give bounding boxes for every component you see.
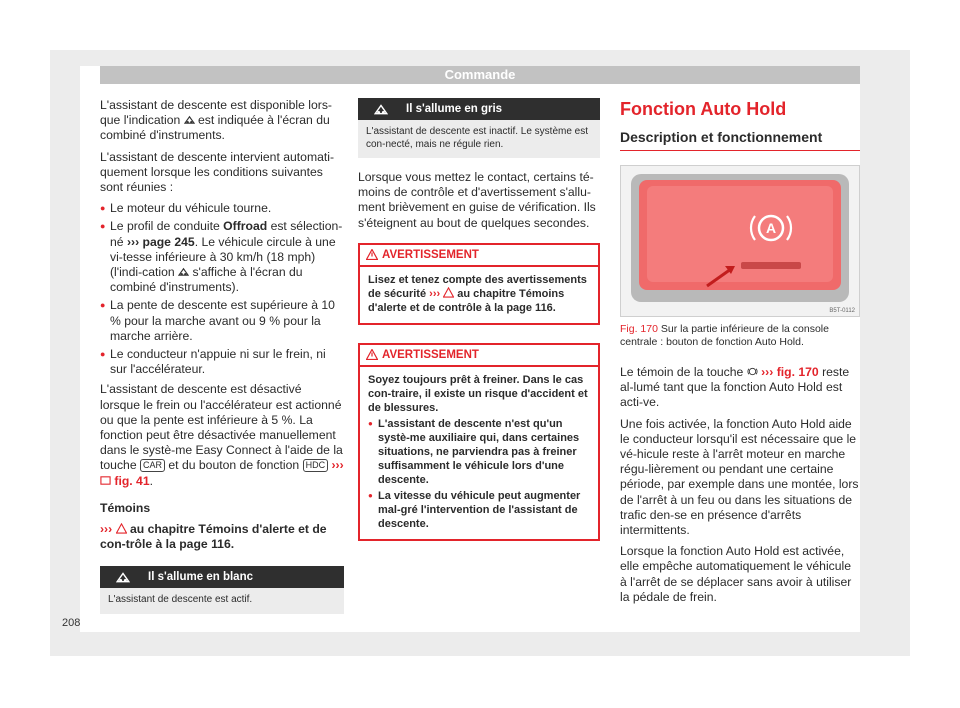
figure-link[interactable]: fig. 41 <box>114 473 150 488</box>
hdc-key-icon: HDC <box>303 459 329 472</box>
indicator-bar: Il s'allume en blanc <box>100 566 344 588</box>
figure-link[interactable]: fig. 170 <box>776 365 819 379</box>
chapter-link[interactable]: au chapitre Témoins d'alerte et de contrôle à la page 116. <box>368 287 565 314</box>
warning-body: Lisez et tenez compte des avertissements de sécurité ››› au chapitre Témoins d'alerte et de contrôle à la page 116. <box>368 273 587 314</box>
hill-descent-icon <box>116 570 130 584</box>
ignition-paragraph: Lorsque vous mettez le contact, certains té-moins de contrôle et d'avertissement s'allu-ment brièvement en guise de vérification. Ils s'éteignent au bout de quelques secondes. <box>358 170 596 230</box>
column-2 <box>358 98 600 541</box>
intro-paragraph: L'assistant de descente est disponible lors-que l'indication est indiquée à l'écran du combiné d'instruments. <box>100 98 332 143</box>
deactivation-paragraph: L'assistant de descente est désactivé lorsque le frein ou l'accélérateur est actionné ou que la pente est inférieure à 5 %. La fonction peut être désactivée manuellement dans le systè-me Easy Connect à l'aide de la touche CAR et du bouton de fonction HDC ››› fig. 41. <box>100 382 344 488</box>
indicator-bar: Il s'allume en gris <box>358 98 600 120</box>
page-link[interactable]: ››› page 245 <box>126 234 195 249</box>
temoins-heading: Témoins <box>100 500 151 515</box>
warning-triangle-icon <box>366 349 378 360</box>
console-illustration <box>621 166 859 316</box>
warning-box <box>358 243 600 325</box>
car-key-icon: CAR <box>140 459 165 472</box>
warning-triangle-icon <box>116 523 127 534</box>
hill-descent-icon <box>178 266 189 277</box>
chapter-link[interactable]: au chapitre Témoins d'alerte et de con-trôle à la page 116 <box>100 522 327 552</box>
hill-descent-icon <box>374 102 388 116</box>
warning-body: Soyez toujours prêt à freiner. Dans le cas con-traire, il existe un risque d'accident et de blessures. ● L'assistant de descente n'est qu'un systè-me auxiliaire qui, dans certaines situations, ne parviendra pas à freiner suffisamment le véhicule lors d'une descente. ● La vitesse du véhicule peut augmenter mal-gré l'intervention de l'assistant de descente. <box>360 367 598 539</box>
warning-triangle-icon <box>443 287 454 298</box>
warning-triangle-icon <box>366 249 378 260</box>
indicator-white-box <box>100 566 344 614</box>
temoins-reference: ››› au chapitre Témoins d'alerte et de con-trôle à la page 116. <box>100 522 327 552</box>
warning-box <box>358 343 600 541</box>
activation-paragraph: Une fois activée, la fonction Auto Hold aide le conducteur lorsqu'il est nécessaire que le vé-hicule reste à l'arrêt moteur en marche régu-lièrement ou pendant une certaine période, par exemple dans une montée, lors de l'arrêt à un feu ou dans les situations de trafic den-se en présence d'arrêts intermittents. <box>620 416 859 538</box>
figure-170 <box>620 165 860 317</box>
svg-text:A: A <box>765 220 777 236</box>
figure-code: B5T-0112 <box>829 308 855 314</box>
auto-hold-icon <box>747 366 758 377</box>
warning-header: AVERTISSEMENT <box>360 345 598 367</box>
indicator-paragraph: Le témoin de la touche ››› fig. 170 reste al-lumé tant que la fonction Auto Hold est acti-ve. <box>620 365 850 410</box>
conditions-paragraph: L'assistant de descente intervient automati-quement lorsque les conditions suivantes sont réunies : <box>100 149 335 195</box>
condition-item: ● Le moteur du véhicule tourne. <box>100 201 344 216</box>
hold-paragraph: Lorsque la fonction Auto Hold est activée, elle empêche automatiquement le véhicule à l'arrêt de se déplacer sans avoir à utiliser la pédale de frein. <box>620 544 852 604</box>
condition-item: ● La pente de descente est supérieure à 10 % pour la marche avant ou 9 % pour la marche arrière. <box>100 298 344 344</box>
section-header: Commande <box>100 66 860 84</box>
figure-reference-icon <box>100 475 111 486</box>
column-3 <box>620 98 860 611</box>
section-title: Fonction Auto Hold <box>620 99 787 119</box>
warning-header: AVERTISSEMENT <box>360 245 598 267</box>
warning-item: ● La vitesse du véhicule peut augmenter mal-gré l'intervention de l'assistant de descente. <box>368 489 590 531</box>
indicator-grey-box <box>358 98 600 158</box>
warning-item: ● L'assistant de descente n'est qu'un systè-me auxiliaire qui, dans certaines situations, ne parviendra pas à freiner suffisamment le véhicule lors d'une descente. <box>368 417 590 487</box>
page-number: 208 <box>62 617 81 629</box>
hill-descent-icon <box>184 114 195 125</box>
indicator-description: L'assistant de descente est inactif. Le système est con-necté, mais ne régule rien. <box>358 120 600 158</box>
figure-caption: Fig. 170 Sur la partie inférieure de la console centrale : bouton de fonction Auto Hold. <box>620 323 829 348</box>
subsection-title: Description et fonctionnement <box>620 128 860 151</box>
condition-item: ● Le conducteur n'appuie ni sur le frein, ni sur l'accélérateur. <box>100 347 344 377</box>
indicator-description: L'assistant de descente est actif. <box>100 588 344 614</box>
condition-item: ● Le profil de conduite Offroad est sélection-né ››› page 245. Le véhicule circule à une vi-tesse inférieure à 30 km/h (18 mph) (l'indi-cation s'affiche à l'écran du combiné d'instruments). <box>100 219 344 295</box>
column-1 <box>100 98 344 614</box>
